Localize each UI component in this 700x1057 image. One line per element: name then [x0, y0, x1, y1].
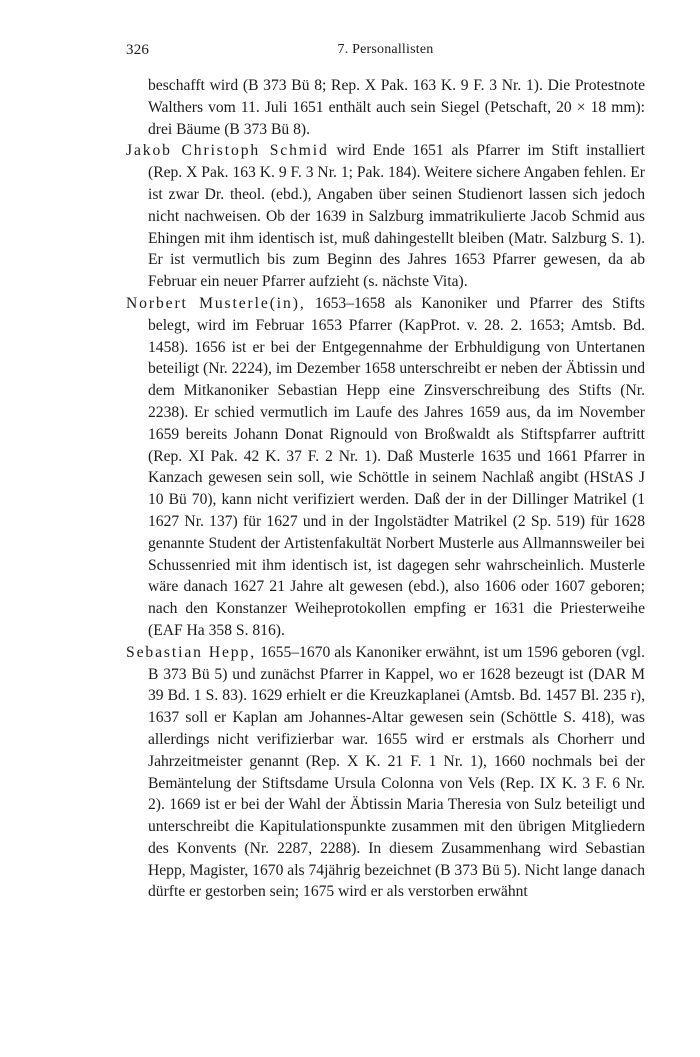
entry-name: Sebastian Hepp,	[126, 643, 256, 661]
running-title: 7. Personallisten	[337, 42, 434, 57]
continuation-paragraph: beschafft wird (B 373 Bü 8; Rep. X Pak. 163 K. 9 F. 3 Nr. 1). Die Protestnote Walthers vom 11. Juli 1651 enthält auch sein Siegel (Petschaft, 20 × 18 mm): drei Bäume (B 373 Bü 8).	[148, 77, 645, 138]
biography-entry	[126, 293, 645, 642]
page-number: 326	[126, 42, 150, 58]
entry-text: wird Ende 1651 als Pfarrer im Stift installiert (Rep. X Pak. 163 K. 9 F. 3 Nr. 1; Pak. 184). Weitere sichere Angaben fehlen. Er ist zwar Dr. theol. (ebd.), Angaben über seinen Studienort lassen sich jedoch nicht nachweisen. Ob der 1639 in Salzburg immatrikulierte Jacob Schmid aus Ehingen mit ihm identisch ist, muß dahingestellt bleiben (Matr. Salzburg S. 1). Er ist vermutlich bis zum Beginn des Jahres 1653 Pfarrer gewesen, da ab Februar ein neuer Pfarrer aufzieht (s. nächste Vita).	[148, 142, 645, 291]
biography-entry	[126, 642, 645, 904]
entry-text: 1655–1670 als Kanoniker erwähnt, ist um 1596 geboren (vgl. B 373 Bü 5) und zunächst Pfarrer in Kappel, wo er 1628 bezeugt ist (DAR M 39 Bd. 1 S. 83). 1629 erhielt er die Kreuzkaplanei (Amtsb. Bd. 1457 Bl. 235 r), 1637 soll er Kaplan am Johannes-Altar gewesen sein (Schöttle S. 418), was allerdings nicht verifizierbar war. 1655 wird er erstmals als Chorherr und Jahrzeitmeister genannt (Rep. X K. 21 F. 1 Nr. 1), 1660 nochmals bei der Bemäntelung der Stiftsdame Ursula Colonna von Vels (Rep. IX K. 3 F. 6 Nr. 2). 1669 ist er bei der Wahl der Äbtissin Maria Theresia von Sulz beteiligt und unterschreibt die Kapitulationspunkte zusammen mit den übrigen Mitgliedern des Konvents (Nr. 2287, 2288). In diesem Zusammenhang wird Sebastian Hepp, Magister, 1670 als 74jährig bezeichnet (B 373 Bü 5). Nicht lange danach dürfte er gestorben sein; 1675 wird er als verstorben erwähnt	[148, 643, 645, 901]
page-body	[126, 75, 645, 903]
biography-entry	[126, 140, 645, 293]
entry-name: Norbert Musterle(in),	[126, 294, 306, 312]
entry-text: 1653–1658 als Kanoniker und Pfarrer des Stifts belegt, wird im Februar 1653 Pfarrer (KapProt. v. 28. 2. 1653; Amtsb. Bd. 1458). 1656 ist er bei der Entgegennahme der Erbhuldigung von Untertanen beteiligt (Nr. 2224), im Dezember 1658 unterschreibt er neben der Äbtissin und dem Mitkanoniker Sebastian Hepp eine Zinsverschreibung des Stifts (Nr. 2238). Er schied vermutlich im Laufe des Jahres 1659 aus, da im November 1659 bereits Johann Donat Rignould von Broßwaldt als Stiftspfarrer auftritt (Rep. XI Pak. 42 K. 37 F. 2 Nr. 1). Daß Musterle 1635 und 1661 Pfarrer in Kanzach gewesen sein soll, wie Schöttle in seinem Nachlaß angibt (HStAS J 10 Bü 70), kann nicht verifiziert werden. Daß der in der Dillinger Matrikel (1 1627 Nr. 137) für 1627 und in der Ingolstädter Matrikel (2 Sp. 519) für 1628 genannte Student der Artistenfakultät Norbert Musterle aus Allmannsweiler bei Schussenried mit ihm identisch ist, ist dagegen sehr wahrscheinlich. Musterle wäre danach 1627 21 Jahre alt gewesen (ebd.), also 1606 oder 1607 geboren; nach den Konstanzer Weiheprotokollen empfing er 1631 die Priesterweihe (EAF Ha 358 S. 816).	[148, 294, 645, 639]
entry-name: Jakob Christoph Schmid	[126, 142, 329, 160]
page-header	[126, 42, 645, 62]
